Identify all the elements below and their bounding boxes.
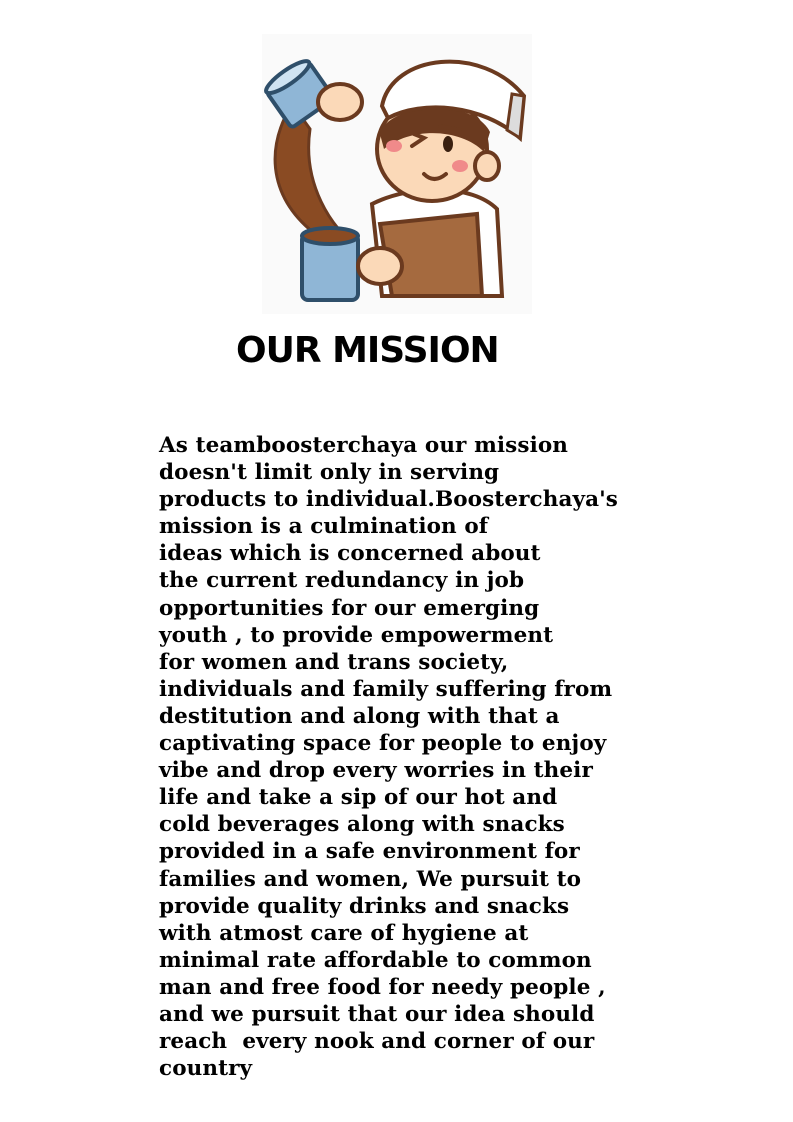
paragraph-line: cold beverages along with snacks <box>159 812 565 838</box>
paragraph-line: families and women, We pursuit to <box>159 866 582 892</box>
paragraph-line: vibe and drop every worries in their <box>159 758 593 784</box>
paragraph-line: for women and trans society, <box>159 649 509 675</box>
paragraph-line: destitution and along with that a <box>159 703 560 729</box>
tea-pouring-chef-icon <box>262 34 532 314</box>
paragraph-line: mission is a culmination of <box>159 514 489 540</box>
paragraph-line: the current redundancy in job <box>159 568 525 594</box>
paragraph-line: products to individual.Boosterchaya's <box>159 487 618 513</box>
paragraph-line: life and take a sip of our hot and <box>159 785 558 811</box>
paragraph-line: minimal rate affordable to common <box>159 947 592 973</box>
mission-paragraph <box>159 432 639 1082</box>
paragraph-line: doesn't limit only in serving <box>159 460 500 486</box>
paragraph-line: and we pursuit that our idea should <box>159 1001 595 1027</box>
paragraph-line: individuals and family suffering from <box>159 676 613 702</box>
paragraph-line: with atmost care of hygiene at <box>159 920 529 946</box>
paragraph-line: provide quality drinks and snacks <box>159 893 570 919</box>
paragraph-line: provided in a safe environment for <box>159 839 580 865</box>
paragraph-line: reach every nook and corner of our <box>159 1029 595 1055</box>
paragraph-line: youth , to provide empowerment <box>159 622 554 648</box>
tea-pouring-chef-illustration <box>262 34 532 314</box>
paragraph-line: captivating space for people to enjoy <box>159 731 607 757</box>
paragraph-line: opportunities for our emerging <box>159 595 540 621</box>
paragraph-line: ideas which is concerned about <box>159 541 541 567</box>
page-title: OUR MISSION <box>236 330 499 371</box>
paragraph-line: man and free food for needy people , <box>159 974 606 1000</box>
paragraph-line: country <box>159 1056 253 1082</box>
paragraph-line: As teamboosterchaya our mission <box>159 433 569 458</box>
